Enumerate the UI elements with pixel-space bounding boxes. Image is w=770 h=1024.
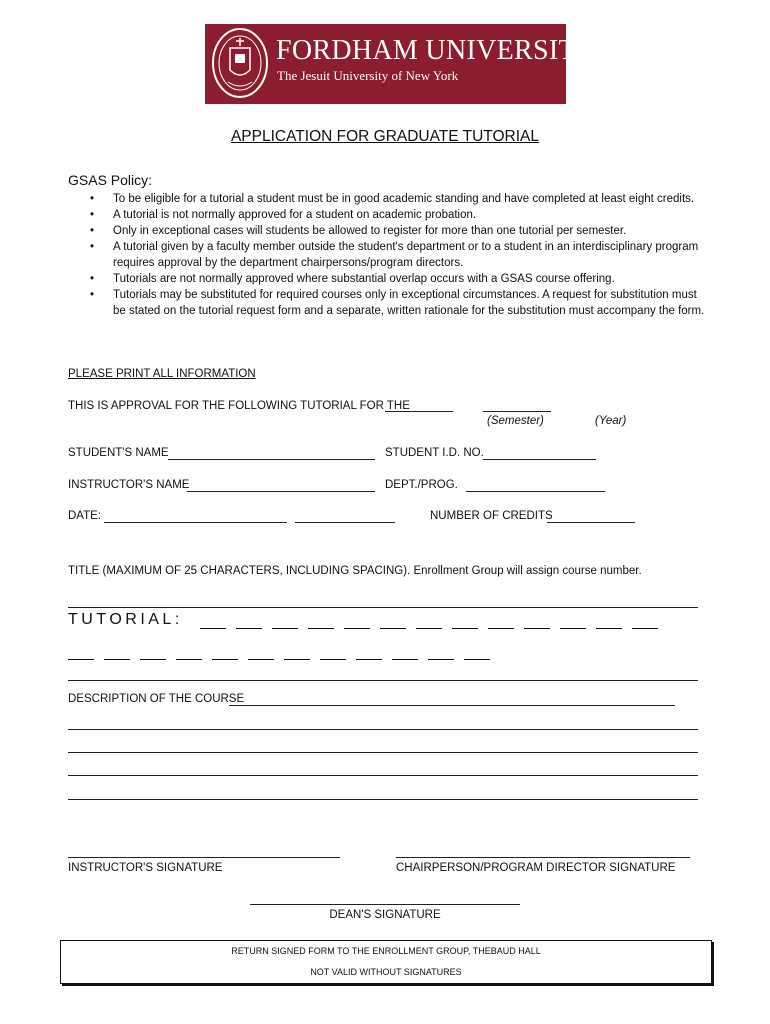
semester-field[interactable]	[385, 411, 453, 412]
dean-signature-label: DEAN'S SIGNATURE	[329, 909, 441, 921]
chair-signature-line[interactable]	[396, 857, 690, 858]
dean-signature-line[interactable]	[250, 904, 520, 905]
char-blank[interactable]	[176, 659, 202, 660]
date-field[interactable]	[104, 522, 287, 523]
description-line[interactable]	[68, 775, 698, 776]
return-notice: RETURN SIGNED FORM TO THE ENROLLMENT GROUP, THEBAUD HALL	[231, 946, 541, 956]
university-name: FORDHAM UNIVERSITY	[276, 35, 597, 66]
section-divider	[68, 680, 698, 681]
char-blank[interactable]	[464, 659, 490, 660]
char-blank[interactable]	[140, 659, 166, 660]
credits-label: NUMBER OF CREDITS	[430, 510, 553, 522]
student-id-label: STUDENT I.D. NO.	[385, 447, 484, 459]
university-seal-icon	[210, 26, 270, 101]
date-label: DATE:	[68, 510, 102, 522]
validity-notice: NOT VALID WITHOUT SIGNATURES	[310, 967, 462, 977]
description-label: DESCRIPTION OF THE COURSE	[68, 693, 245, 705]
dept-field[interactable]	[466, 491, 605, 492]
char-blank[interactable]	[248, 659, 274, 660]
char-blank[interactable]	[380, 628, 406, 629]
approval-label: THIS IS APPROVAL FOR THE FOLLOWING TUTORIAL FOR THE	[68, 400, 410, 412]
dept-label: DEPT./PROG.	[385, 479, 458, 491]
char-blank[interactable]	[284, 659, 310, 660]
credits-field[interactable]	[547, 522, 635, 523]
char-blank[interactable]	[68, 659, 94, 660]
char-blank[interactable]	[524, 628, 550, 629]
char-blank[interactable]	[596, 628, 622, 629]
char-blank[interactable]	[560, 628, 586, 629]
policy-item: • Tutorials may be substituted for required courses only in exceptional circumstances. A request for substitution must be stated on the tutorial request form and a separate, written rationale for the substitution must accompany the form.	[90, 289, 705, 317]
char-blank[interactable]	[236, 628, 262, 629]
return-notice-box	[60, 940, 712, 984]
char-blank[interactable]	[272, 628, 298, 629]
title-instructions: TITLE (MAXIMUM OF 25 CHARACTERS, INCLUDING SPACING). Enrollment Group will assign course number.	[68, 565, 642, 577]
policy-item: • Only in exceptional cases will students be allowed to register for more than one tutorial per semester.	[90, 225, 627, 237]
char-blank[interactable]	[200, 628, 226, 629]
instructor-name-label: INSTRUCTOR'S NAME	[68, 479, 190, 491]
char-blank[interactable]	[212, 659, 238, 660]
print-notice: PLEASE PRINT ALL INFORMATION	[68, 368, 256, 380]
char-blank[interactable]	[488, 628, 514, 629]
char-blank[interactable]	[308, 628, 334, 629]
student-id-field[interactable]	[483, 459, 596, 460]
chair-signature-label: CHAIRPERSON/PROGRAM DIRECTOR SIGNATURE	[396, 862, 676, 874]
description-line[interactable]	[68, 752, 698, 753]
char-blank[interactable]	[452, 628, 478, 629]
char-blank[interactable]	[632, 628, 658, 629]
year-caption: (Year)	[595, 415, 627, 427]
policy-item: • To be eligible for a tutorial a student must be in good academic standing and have completed at least eight credits.	[90, 193, 695, 205]
description-field[interactable]	[229, 705, 675, 706]
tutorial-label: TUTORIAL:	[68, 611, 183, 628]
student-name-label: STUDENT'S NAME	[68, 447, 169, 459]
instructor-name-field[interactable]	[187, 491, 375, 492]
char-blank[interactable]	[320, 659, 346, 660]
instructor-signature-label: INSTRUCTOR'S SIGNATURE	[68, 862, 223, 874]
student-name-field[interactable]	[168, 459, 375, 460]
form-title: APPLICATION FOR GRADUATE TUTORIAL	[230, 128, 540, 145]
date-extra-field[interactable]	[295, 522, 395, 523]
university-tagline: The Jesuit University of New York	[277, 68, 459, 83]
char-blank[interactable]	[416, 628, 442, 629]
year-field[interactable]	[483, 411, 551, 412]
char-blank[interactable]	[104, 659, 130, 660]
instructor-signature-line[interactable]	[68, 857, 340, 858]
title-line[interactable]	[68, 607, 698, 608]
char-blank[interactable]	[344, 628, 370, 629]
char-blank[interactable]	[356, 659, 382, 660]
policy-list	[88, 191, 708, 319]
policy-item: • A tutorial is not normally approved for a student on academic probation.	[90, 209, 477, 221]
semester-caption: (Semester)	[487, 415, 544, 427]
char-blank[interactable]	[428, 659, 454, 660]
policy-item: • A tutorial given by a faculty member outside the student's department or to a student in an interdisciplinary program requires approval by the department chairpersons/program directors.	[90, 241, 699, 269]
policy-item: • Tutorials are not normally approved where substantial overlap occurs with a GSAS course offering.	[90, 273, 615, 285]
char-blank[interactable]	[392, 659, 418, 660]
description-line[interactable]	[68, 799, 698, 800]
description-line[interactable]	[68, 729, 698, 730]
policy-heading: GSAS Policy:	[68, 172, 153, 188]
